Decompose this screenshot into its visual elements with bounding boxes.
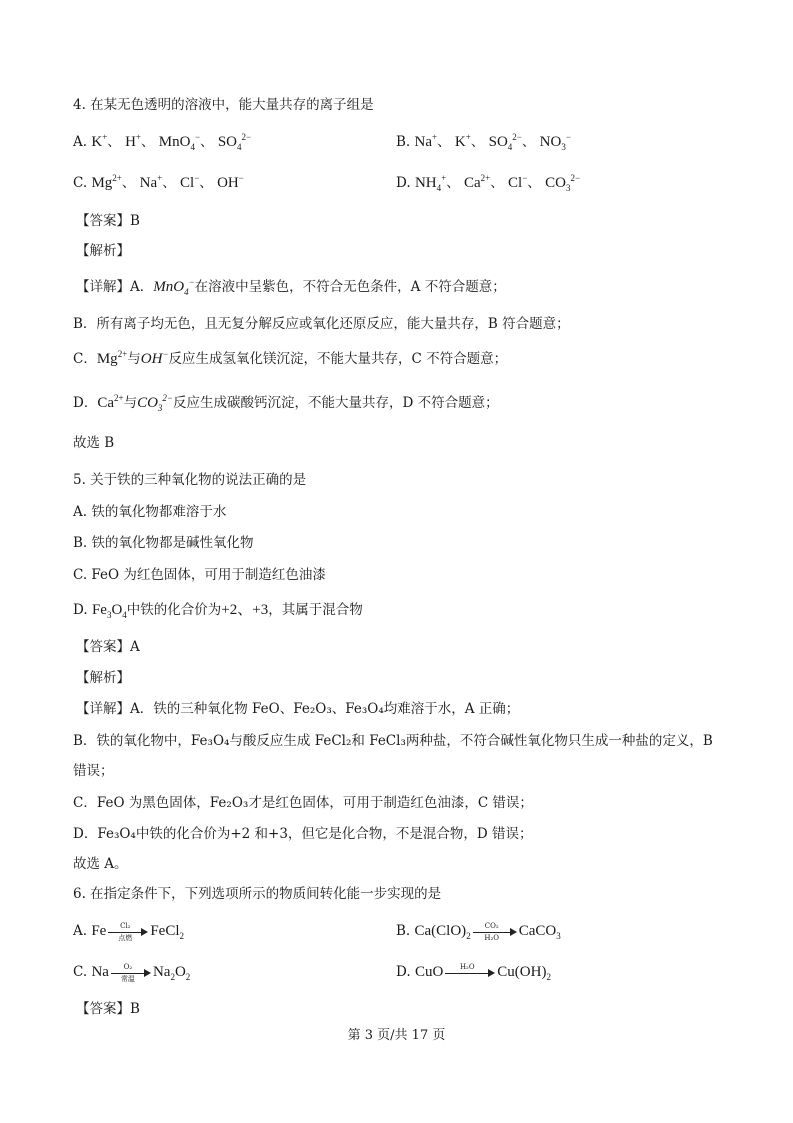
- q6-option-b: B. $Ca(ClO)_2$ $\frac{\text{CO₂}}{\text{H₂O}}$ CaCO$_3$: [396, 921, 561, 942]
- q4-option-b: B. Na+、 K+、 $SO_4^{2-}$、 $NO_3^-$: [396, 132, 571, 152]
- q5-option-b: B. 铁的氧化物都是碱性氧化物: [73, 535, 254, 551]
- ion: $Ca^{2+}$: [97, 393, 124, 411]
- option-label: B.: [396, 134, 411, 150]
- reaction-arrow-icon: H₂O: [445, 964, 495, 982]
- ion: $CO_3^{2-}$: [137, 393, 173, 413]
- q6-option-c: C. Na O₂ 常温 $Na_2O_2$: [73, 962, 191, 983]
- q5-option-a: A. 铁的氧化物都难溶于水: [73, 504, 227, 520]
- ion: Cl−: [180, 173, 200, 191]
- formula: $Fe_3O_4$: [91, 602, 127, 620]
- q5-stem: 5. 关于铁的三种氧化物的说法正确的是: [73, 472, 307, 488]
- ion: $Ca^{2+}$: [463, 173, 491, 191]
- option-label: D.: [396, 175, 411, 191]
- ion: OH−: [140, 349, 169, 367]
- q6-option-d: D. CuO H₂O $Cu(OH)_2$: [396, 962, 551, 982]
- ion: $SO_4^{2-}$: [217, 132, 252, 152]
- ion: MnO$_4$−: [158, 132, 201, 152]
- q6-answer: 【答案】B: [76, 1001, 140, 1017]
- q6-stem: 6. 在指定条件下，下列选项所示的物质间转化能一步实现的是: [73, 886, 442, 902]
- ion: $NO_3^-$: [539, 132, 571, 152]
- ion: Na+: [139, 173, 163, 191]
- page-footer: 第 3 页/共 17 页: [347, 1028, 446, 1043]
- option-label: A.: [73, 923, 88, 939]
- q4-analysis-heading: 【解析】: [76, 243, 130, 259]
- ion: $CO_3^{2-}$: [545, 173, 581, 193]
- option-label: B.: [396, 923, 411, 939]
- option-label: C.: [73, 175, 88, 191]
- ion: MnO$_4$−: [153, 277, 195, 297]
- q4-detail-b: B．所有离子均无色，且无复分解反应或氧化还原反应，能大量共存，B 符合题意；: [73, 316, 570, 332]
- q5-conclusion: 故选 A。: [73, 856, 128, 872]
- ion: OH−: [217, 173, 244, 191]
- ion: Cl−: [508, 173, 528, 191]
- ion: Na+: [414, 132, 438, 150]
- q4-conclusion: 故选 B: [73, 435, 115, 451]
- option-label: A.: [73, 134, 88, 150]
- ion: H+: [125, 132, 141, 150]
- q5-detail-b-line1: B．铁的氧化物中，Fe₃O₄与酸反应生成 FeCl₂和 FeCl₃两种盐，不符合碱性氧化物只生成一种盐的定义，B: [73, 733, 713, 749]
- q4-option-a: A. K+、 H+、 MnO$_4$−、 $SO_4^{2-}$: [73, 132, 252, 152]
- q4-detail-c: C．$Mg^{2+}$与OH−反应生成氢氧化镁沉淀，不能大量共存，C 不符合题意；: [73, 349, 508, 367]
- reaction-arrow-icon: Cl₂ 点燃: [108, 923, 148, 941]
- q5-detail-a: 【详解】A．铁的三种氧化物 FeO、Fe₂O₃、Fe₃O₄均难溶于水，A 正确；: [76, 701, 520, 717]
- q6-option-a: A. Fe Cl₂ 点燃 FeCl$_2$: [73, 921, 185, 942]
- q4-option-c: C. $Mg^{2+}$、 Na+、 Cl−、 OH−: [73, 173, 244, 191]
- q5-analysis-heading: 【解析】: [76, 670, 130, 686]
- option-label: D.: [396, 964, 411, 980]
- ion: K+: [454, 132, 471, 150]
- q5-option-c: C. FeO 为红色固体，可用于制造红色油漆: [73, 567, 326, 583]
- ion: $Mg^{2+}$: [96, 349, 128, 367]
- ion: $Mg^{2+}$: [91, 173, 122, 191]
- q4-detail-d: D．$Ca^{2+}$与$CO_3^{2-}$反应生成碳酸钙沉淀，不能大量共存，D 不符合题意；: [73, 393, 499, 413]
- q5-detail-b-line2: 错误；: [73, 763, 114, 779]
- ion: K+: [91, 132, 108, 150]
- q4-answer: 【答案】B: [76, 213, 140, 229]
- reaction-arrow-icon: O₂ 常温: [111, 964, 151, 982]
- ion: $NH_4^+$: [414, 173, 447, 193]
- reaction-arrow-icon: $\frac{\text{CO₂}}{\text{H₂O}}$: [473, 923, 517, 941]
- q5-detail-d: D．Fe₃O₄中铁的化合价为+2 和+3，但它是化合物，不是混合物，D 错误；: [73, 826, 533, 842]
- q4-option-d: D. $NH_4^+$、 $Ca^{2+}$、 Cl−、 $CO_3^{2-}$: [396, 173, 581, 193]
- option-label: C.: [73, 964, 88, 980]
- q4-stem: 4. 在某无色透明的溶液中，能大量共存的离子组是: [73, 97, 374, 113]
- q5-option-d: D. $Fe_3O_4$中铁的化合价为+2、+3，其属于混合物: [73, 602, 363, 620]
- q5-detail-c: C．FeO 为黑色固体，Fe₂O₃才是红色固体，可用于制造红色油漆，C 错误；: [73, 795, 533, 811]
- ion: $SO_4^{2-}$: [488, 132, 522, 152]
- q4-detail-a: 【详解】A．MnO$_4$−在溶液中呈紫色，不符合无色条件，A 不符合题意；: [76, 277, 506, 297]
- q5-answer: 【答案】A: [76, 639, 140, 655]
